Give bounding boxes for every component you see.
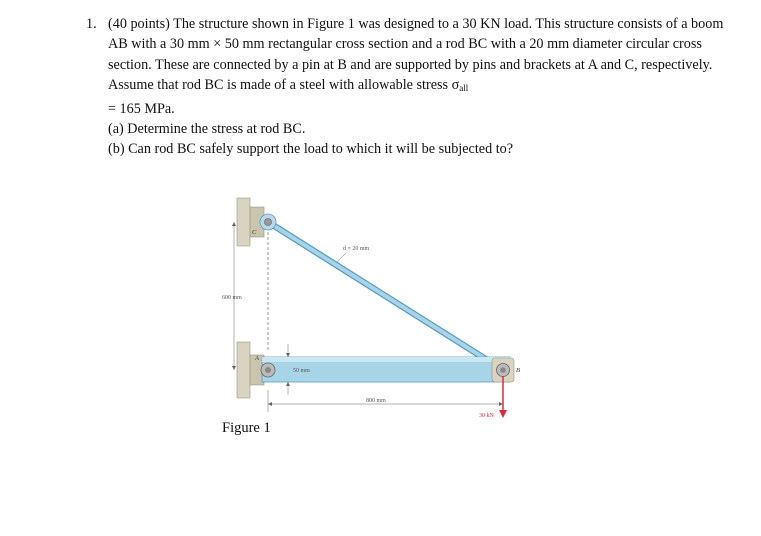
dim-d-label: d = 20 mm (343, 246, 370, 252)
sigma-subscript: all (459, 83, 469, 94)
label-c: C (252, 229, 257, 236)
load-arrow (479, 376, 507, 419)
wall-bracket-a (237, 342, 264, 398)
label-a: A (255, 355, 259, 362)
pin-c (260, 214, 276, 230)
problem-number: 1. (86, 16, 97, 32)
problem-intro: (40 points) The structure shown in Figure 1 was designed to a 30 KN load. This structure consists of a boom AB with a 30 mm × 50 mm rectangular cross section and a rod BC with a 20 mm diameter circular cross section. These are connected by a pin at B and are supported by pins and brackets at A and C, respectively. Assume that rod BC is made of a steel with allowable stress σ (108, 16, 724, 94)
dim-600-label: 600 mm (222, 295, 242, 301)
dim-800-label: 800 mm (366, 398, 386, 404)
part-a: (a) Determine the stress at rod BC. (108, 121, 306, 138)
part-b: (b) Can rod BC safely support the load to which it will be subjected to? (108, 141, 514, 158)
pin-a (261, 363, 275, 377)
figure-caption: Figure 1 (222, 420, 271, 436)
dimension-800 (268, 390, 503, 412)
dimension-rod-diameter (337, 246, 370, 262)
problem-intro-tail: = 165 MPa. (108, 100, 175, 117)
label-b: B (516, 367, 520, 374)
load-label: 30 kN (479, 413, 494, 419)
rod-bc (268, 222, 503, 370)
dim-50-label: 50 mm (293, 368, 310, 374)
